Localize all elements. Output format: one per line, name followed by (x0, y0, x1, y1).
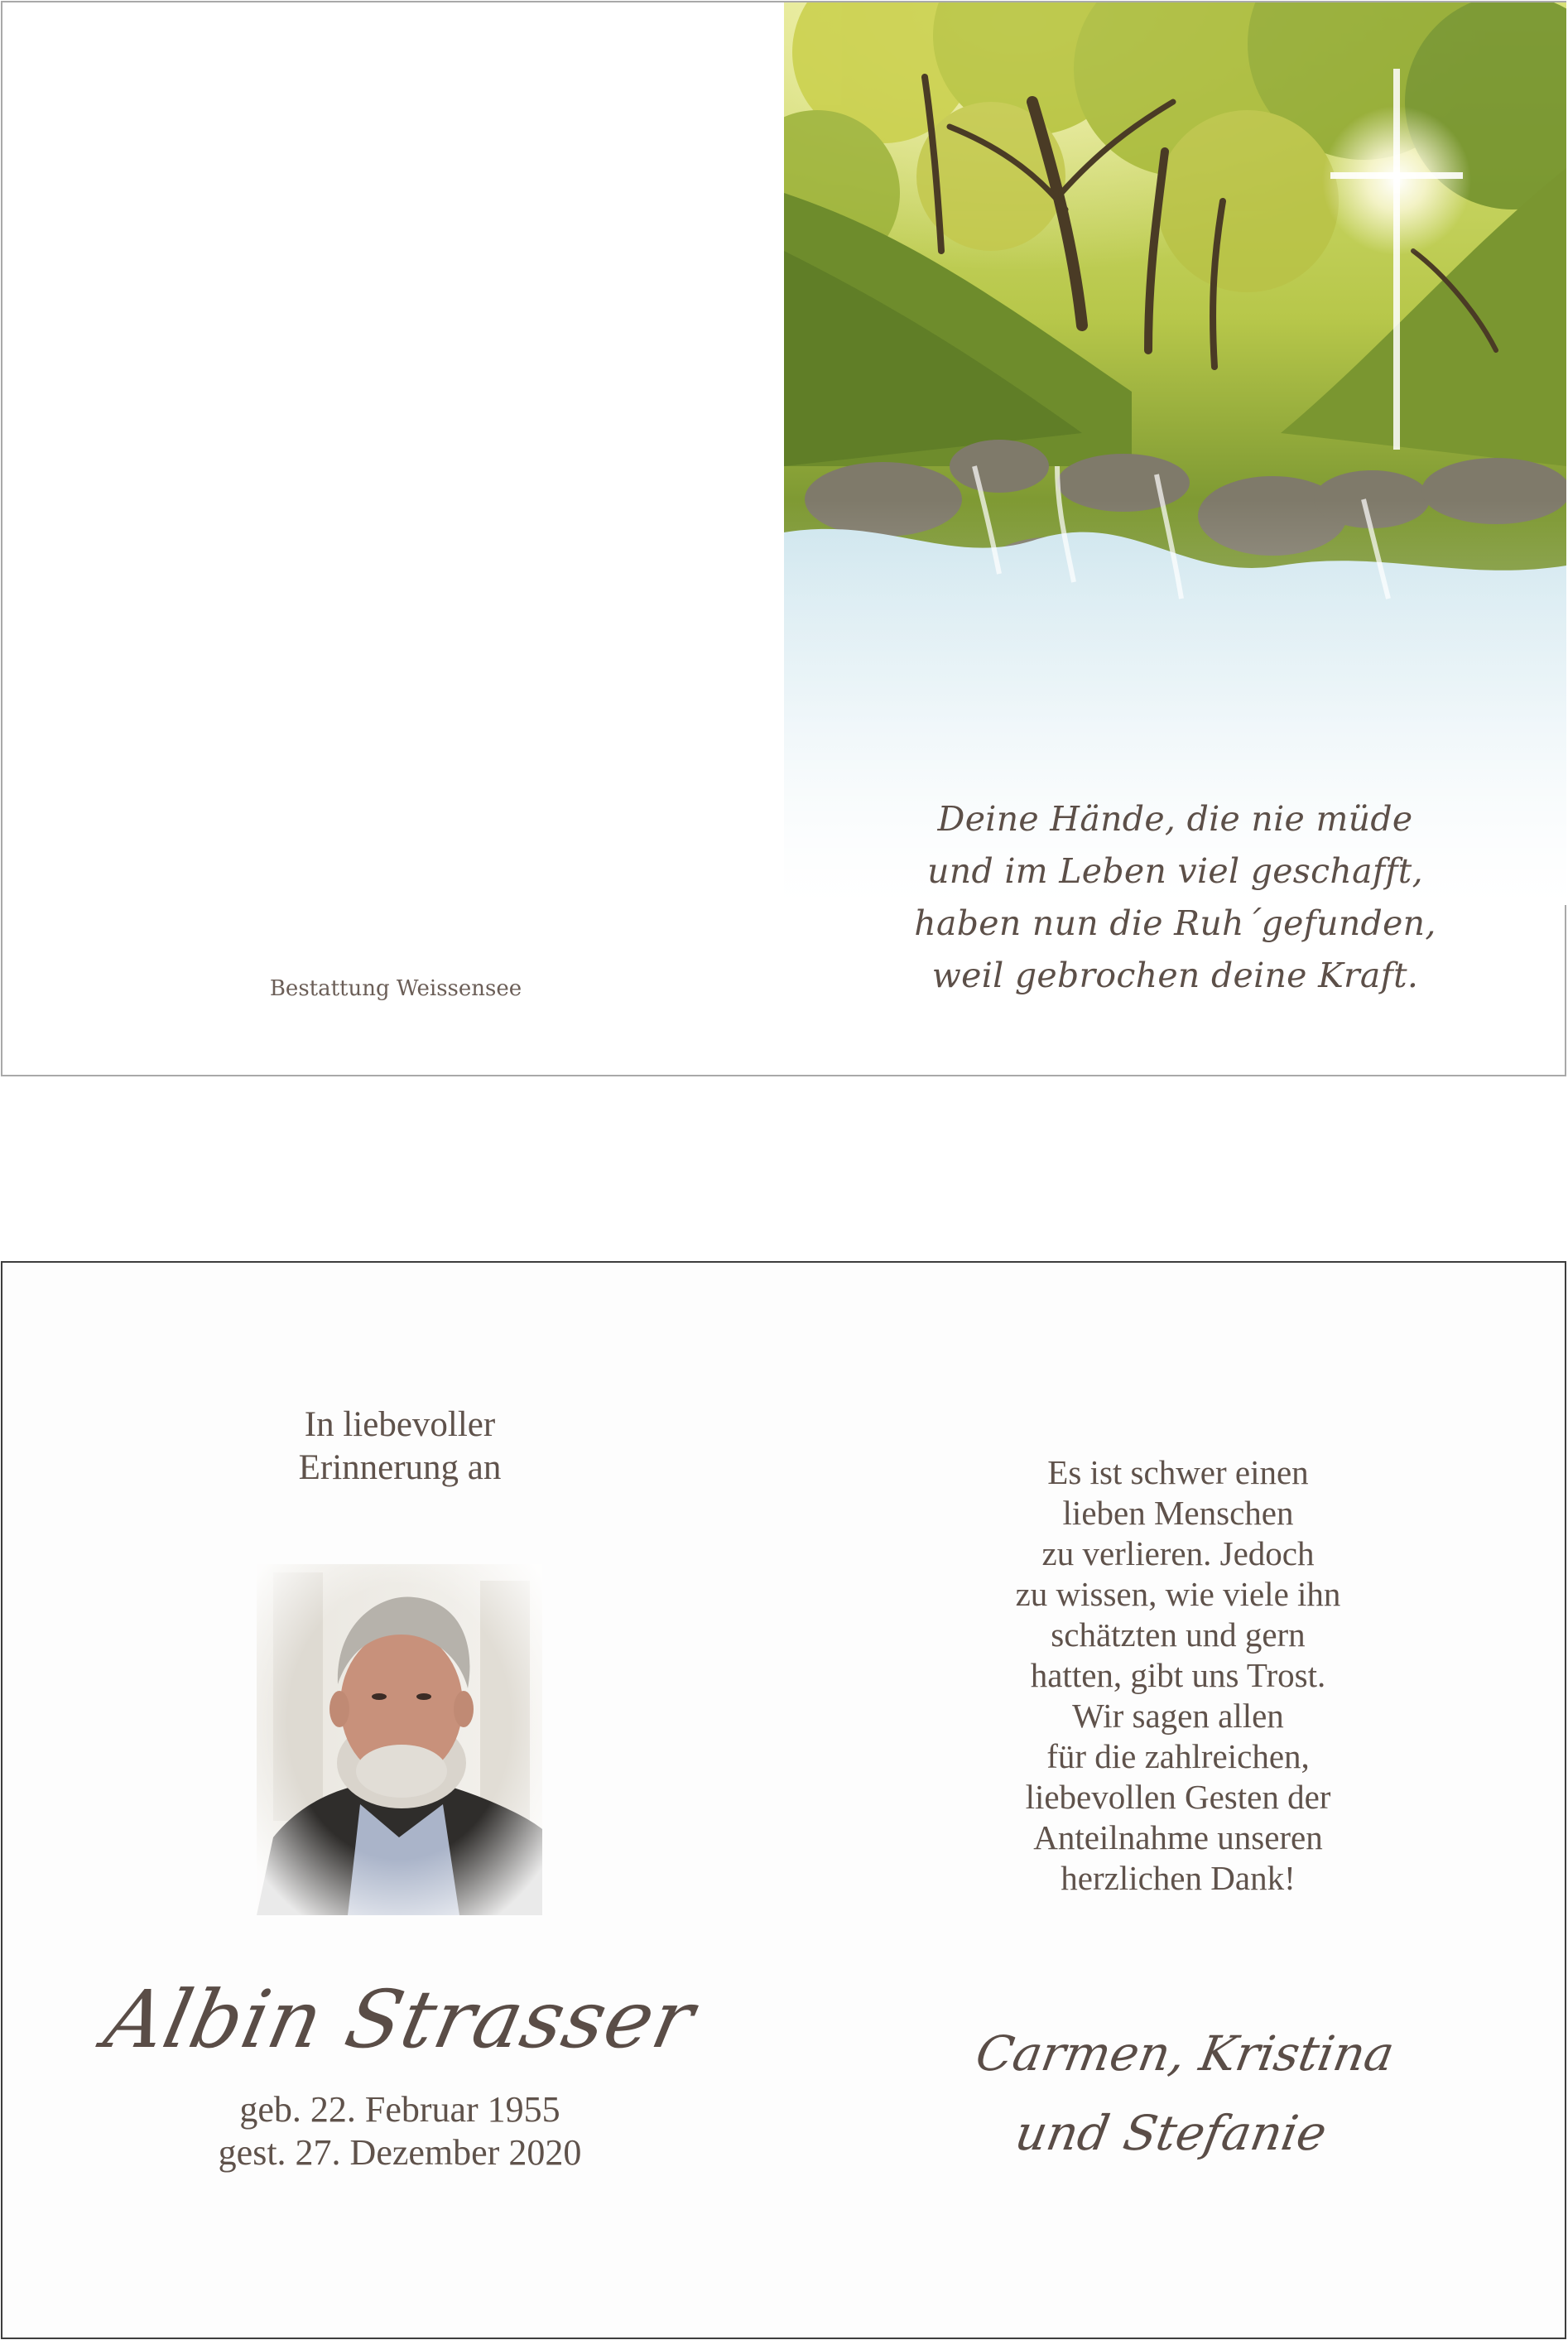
verse (784, 793, 1566, 1002)
life-dates (110, 2088, 690, 2174)
thanks-line: Anteilnahme unseren (1033, 1818, 1323, 1856)
deceased-name: Albin Strasser (97, 1973, 703, 2066)
verse-line: Deine Hände, die nie müde (937, 799, 1413, 839)
verse-line: haben nun die Ruh´gefunden, (914, 903, 1436, 943)
birth-date: geb. 22. Februar 1955 (239, 2089, 560, 2130)
family-signature (883, 2014, 1474, 2173)
forest-stream-with-cross-image (784, 2, 1566, 905)
verse-line: weil gebrochen deine Kraft. (931, 956, 1419, 995)
thanks-line: für die zahlreichen, (1046, 1737, 1310, 1775)
thanks-line: Es ist schwer einen (1047, 1453, 1309, 1491)
undertaker-credit: Bestattung Weissensee (269, 976, 522, 1001)
thanks-line: schätzten und gern (1051, 1615, 1306, 1654)
thanks-line: zu verlieren. Jedoch (1041, 1534, 1315, 1572)
card-outside (1, 1, 1566, 1076)
memory-line: In liebevoller (304, 1405, 496, 1444)
thanks-line: zu wissen, wie viele ihn (1015, 1575, 1341, 1613)
verse-line: und im Leben viel geschafft, (927, 851, 1423, 891)
thanks-line: liebevollen Gesten der (1025, 1778, 1331, 1816)
thanks-line: Wir sagen allen (1072, 1697, 1284, 1735)
signature-line: Carmen, Kristina (971, 2025, 1399, 2082)
thanks-line: hatten, gibt uns Trost. (1030, 1656, 1326, 1694)
thanks-line: lieben Menschen (1062, 1494, 1294, 1532)
card-inside (1, 1261, 1566, 2339)
memory-line: Erinnerung an (298, 1448, 502, 1487)
thanks-text (897, 1452, 1460, 1899)
signature-line: und Stefanie (1011, 2105, 1331, 2161)
memory-heading (152, 1404, 648, 1490)
thanks-line: herzlichen Dank! (1061, 1859, 1296, 1897)
death-date: gest. 27. Dezember 2020 (218, 2132, 582, 2173)
portrait-photo (257, 1564, 542, 1915)
